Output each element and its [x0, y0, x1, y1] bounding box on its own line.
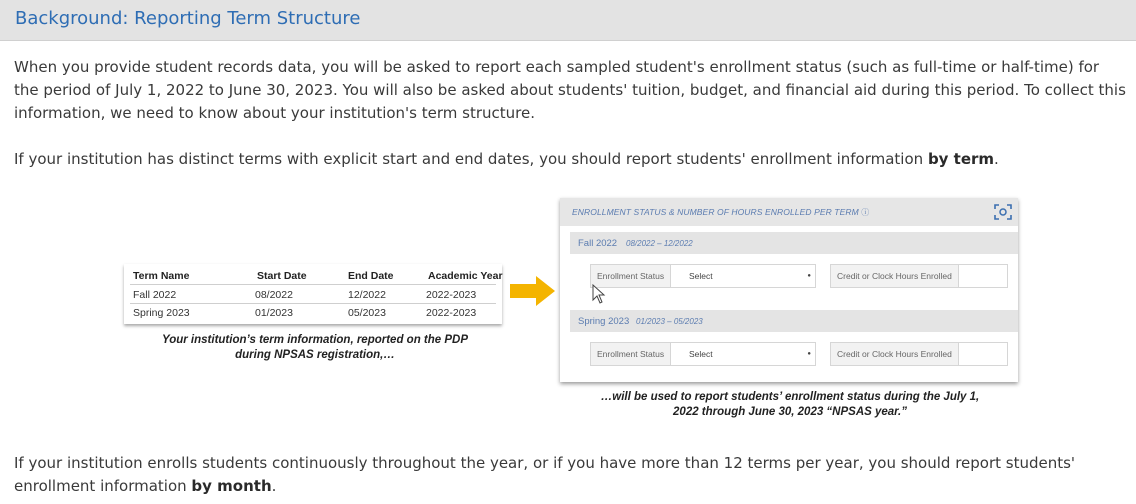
term-bar-fall-2022	[570, 232, 1018, 254]
enrollment-status-label: Enrollment Status	[591, 265, 671, 287]
enrollment-status-select[interactable]	[590, 264, 816, 288]
page-title: Background: Reporting Term Structure	[15, 8, 361, 29]
by-term-period: .	[994, 150, 999, 168]
by-term-paragraph	[14, 148, 1126, 171]
column-header-start-date: Start Date	[257, 270, 307, 282]
section-header	[0, 0, 1136, 41]
term-table-caption: Your institution’s term information, reported on the PDP during NPSAS registration,…	[161, 334, 469, 361]
table-cell: Spring 2023	[133, 307, 190, 319]
table-cell: 2022-2023	[426, 307, 477, 319]
panel-title: ENROLLMENT STATUS & NUMBER OF HOURS ENROLLED PER TERM ⓘ	[572, 207, 870, 217]
by-term-text: If your institution has distinct terms with explicit start and end dates, you should report students' enrollment information	[14, 150, 928, 168]
table-cell: 2022-2023	[426, 289, 477, 301]
table-divider	[130, 303, 496, 304]
enrollment-status-label: Enrollment Status	[591, 343, 671, 365]
enrollment-panel-caption: …will be used to report students’ enrollment status during the July 1, 2022 through June 30, 2023 “NPSAS year.”	[600, 391, 980, 418]
mouse-cursor-icon	[592, 284, 606, 304]
term-dates: 08/2022 – 12/2022	[626, 239, 693, 248]
hours-enrolled-field[interactable]	[830, 264, 1008, 288]
table-cell: 05/2023	[348, 307, 386, 319]
table-cell: Fall 2022	[133, 289, 177, 301]
info-icon: ⓘ	[861, 208, 870, 217]
by-month-emphasis: by month	[191, 477, 272, 495]
select-value: Select	[689, 271, 713, 281]
by-month-text: If your institution enrolls students continuously throughout the year, or if you have more than 12 terms per year, you should report students' enrollment information	[14, 454, 1076, 495]
term-name: Spring 2023	[578, 316, 630, 327]
hours-enrolled-field[interactable]	[830, 342, 1008, 366]
dropdown-caret-icon: ●	[807, 273, 811, 279]
table-divider	[130, 284, 496, 285]
column-header-term-name: Term Name	[133, 270, 190, 282]
table-cell: 01/2023	[255, 307, 293, 319]
by-month-period: .	[271, 477, 277, 495]
table-cell: 12/2022	[348, 289, 386, 301]
arrow-right-icon	[510, 276, 556, 306]
term-row-fall-2022	[578, 260, 1008, 288]
term-name: Fall 2022	[578, 238, 618, 249]
term-bar-spring-2023	[570, 310, 1018, 332]
by-term-emphasis: by term	[927, 150, 995, 168]
hours-enrolled-label: Credit or Clock Hours Enrolled	[831, 343, 959, 365]
by-month-paragraph	[14, 452, 1126, 498]
table-cell: 08/2022	[255, 289, 293, 301]
column-header-end-date: End Date	[348, 270, 394, 282]
select-value: Select	[689, 349, 713, 359]
hours-enrolled-label: Credit or Clock Hours Enrolled	[831, 265, 959, 287]
column-header-academic-year: Academic Year	[428, 270, 503, 282]
term-row-spring-2023	[578, 338, 1008, 366]
intro-paragraph: When you provide student records data, you will be asked to report each sampled student's enrollment status (such as full-time or half-time) for the period of July 1, 2022 to June 30, 2023. You will also be asked about students' tuition, budget, and financial aid during this period. To collect this information, we need to know about your institution's term structure.	[14, 58, 1126, 122]
enrollment-status-panel	[560, 198, 1018, 382]
dropdown-caret-icon: ●	[807, 351, 811, 357]
term-info-table	[124, 264, 502, 324]
panel-header	[560, 198, 1018, 226]
enrollment-status-select[interactable]	[590, 342, 816, 366]
expand-icon[interactable]	[992, 202, 1014, 222]
term-dates: 01/2023 – 05/2023	[636, 317, 703, 326]
